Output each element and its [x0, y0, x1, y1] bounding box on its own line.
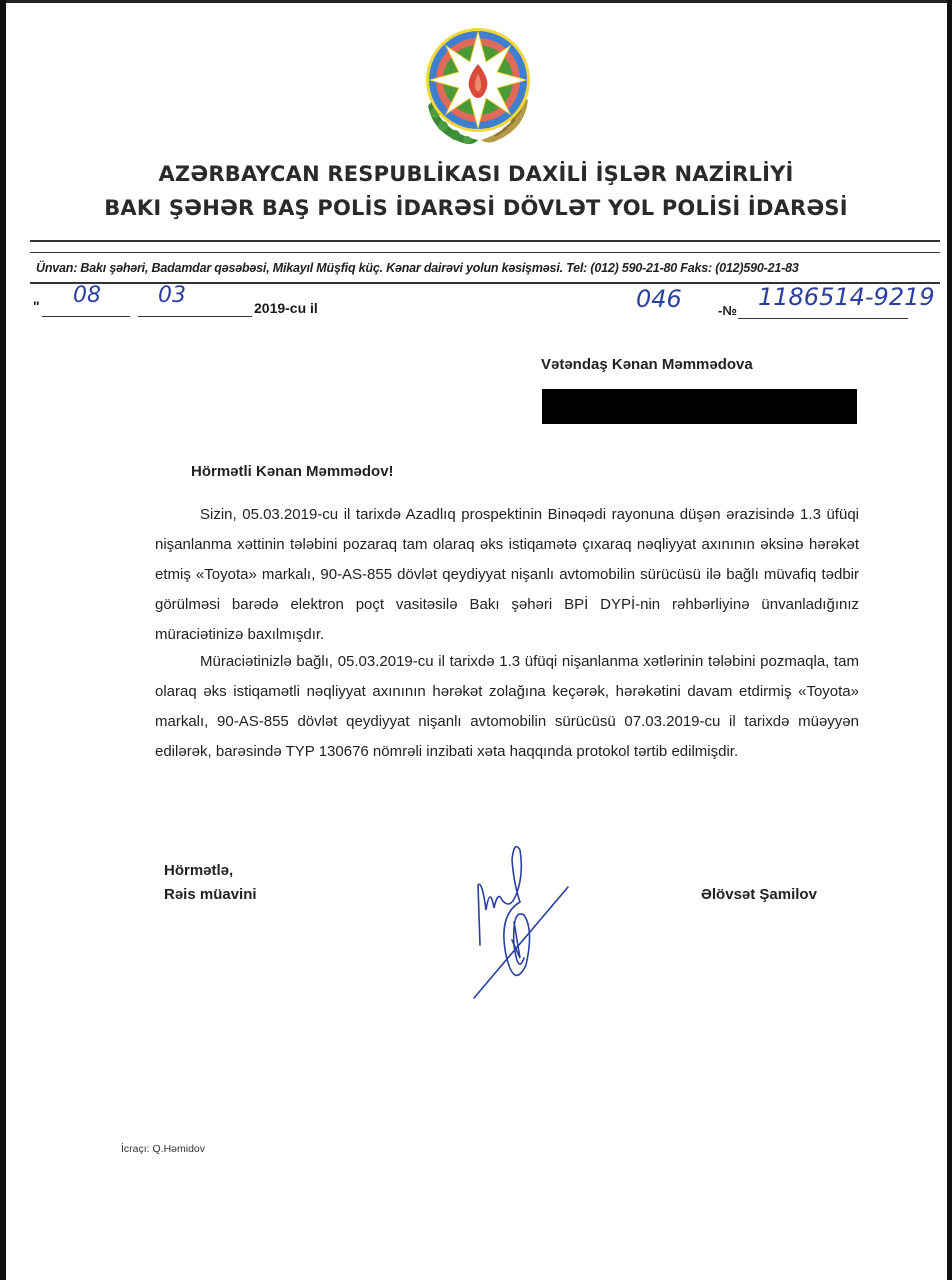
header-divider-top-thin	[30, 252, 940, 253]
header-divider-top	[30, 240, 940, 242]
handwritten-signature-icon	[468, 840, 588, 1000]
signer-position: Rəis müavini	[164, 886, 257, 903]
reference-number-underline	[738, 318, 908, 319]
reference-prefix: 046	[636, 285, 682, 313]
number-sign: -№	[718, 303, 737, 318]
date-day-underline	[42, 316, 130, 317]
ministry-title: AZƏRBAYCAN RESPUBLİKASI DAXİLİ İŞLƏR NAZİRLİYİ	[158, 162, 794, 186]
date-year-label: 2019-cu il	[254, 300, 318, 316]
closing-regards: Hörmətlə,	[164, 862, 234, 879]
date-month-underline	[138, 316, 252, 317]
scan-edge-left	[0, 0, 6, 1280]
scan-edge-top	[0, 0, 952, 3]
executor-line: İcraçı: Q.Həmidov	[121, 1143, 206, 1155]
azerbaijan-coat-of-arms-icon	[403, 18, 553, 148]
redacted-address-block	[542, 389, 857, 424]
body-paragraph-2: Müraciətinizlə bağlı, 05.03.2019-cu il tarixdə 1.3 üfüqi nişanlanma xətlərinin tələbini pozmaqla, tam olaraq əks istiqamətli nəqliyyat axınının hərəkət zolağına keçərək, hərəkətini davam etdirmiş «Toyota» markalı, 90-AS-855 dövlət qeydiyyat nişanlı avtomobilin sürücüsü 07.03.2019-cu il tarixdə müəyyən edilərək, barəsində TYP 130676 nömrəli inzibati xəta haqqında protokol tərtib edilmişdir.	[155, 653, 859, 760]
body-paragraph-1: Sizin, 05.03.2019-cu il tarixdə Azadlıq prospektinin Binəqədi rayonuna düşən ərazisində 1.3 üfüqi nişanlanma xəttinin tələbini pozaraq tam olaraq əks istiqamətə çıxaraq nəqliyyat axınının əksinə hərəkət etmiş «Toyota» markalı, 90-AS-855 dövlət qeydiyyat nişanlı avtomobilin sürücüsü ilə bağlı müvafiq tədbir görülməsi barədə elektron poçt vasitəsilə Bakı şəhəri BPİ DYPİ-nin rəhbərliyinə ünvanladığınız müraciətinizə baxılmışdır.	[155, 506, 859, 643]
salutation: Hörmətli Kənan Məmmədov!	[191, 463, 394, 480]
recipient-name: Vətəndaş Kənan Məmmədova	[541, 356, 753, 373]
signer-name: Əlövsət Şamilov	[701, 886, 817, 903]
scan-edge-right	[947, 0, 952, 1280]
reference-number: 1186514-9219	[758, 283, 935, 311]
date-open-quote: "	[33, 298, 40, 314]
closing-block	[164, 859, 257, 907]
date-month: 03	[158, 283, 186, 308]
address-line: Ünvan: Bakı şəhəri, Badamdar qəsəbəsi, Mikayıl Müşfiq küç. Kənar dairəvi yolun kəsişməsi. Tel: (012) 590-21-80 Faks: (012)590-21-83	[36, 261, 799, 275]
date-day: 08	[73, 283, 101, 308]
department-title: BAKI ŞƏHƏR BAŞ POLİS İDARƏSİ DÖVLƏT YOL POLİSİ İDARƏSİ	[104, 196, 848, 220]
